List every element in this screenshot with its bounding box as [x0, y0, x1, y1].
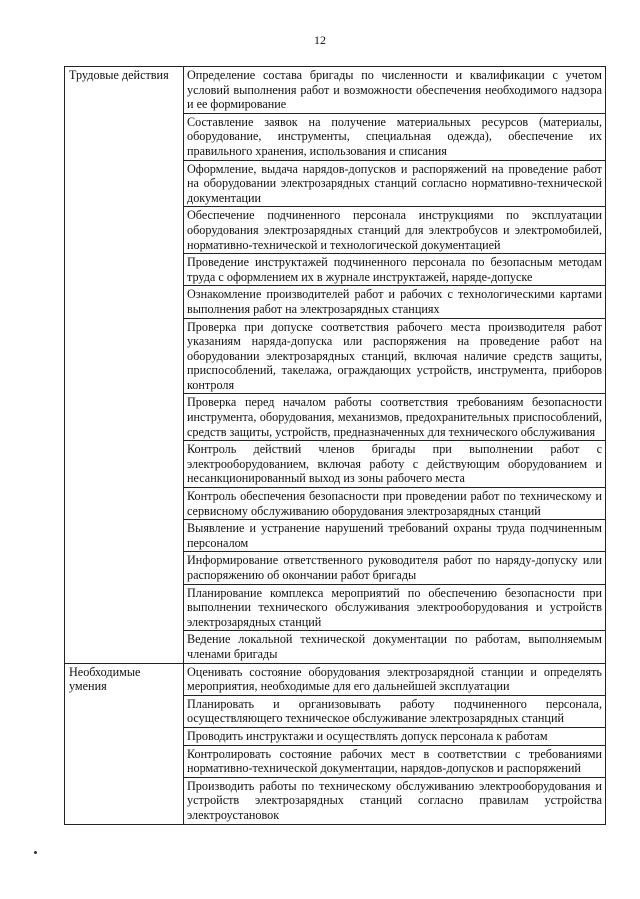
table-row	[65, 67, 606, 114]
table-cell-item: Обеспечение подчиненного персонала инструкциями по эксплуатации оборудования электрозарядных станций для электробусов и электромобилей, нормативно-технической и технологической документацией	[184, 207, 606, 254]
table-cell-item: Оценивать состояние оборудования электрозарядной станции и определять мероприятия, необходимые для его дальнейшей эксплуатации	[184, 663, 606, 695]
table-cell-item: Проверка перед началом работы соответствия требованиям безопасности инструмента, оборудования, механизмов, предохранительных приспособлений, средств защиты, устройств, предназначенных для технического обслуживания	[184, 394, 606, 441]
table-row	[65, 663, 606, 695]
table-cell-item: Планировать и организовывать работу подчиненного персонала, осуществляющего техническое обслуживание электрозарядных станций	[184, 695, 606, 727]
table-cell-item: Составление заявок на получение материальных ресурсов (материалы, оборудование, инструменты, специальная одежда), обеспечение их правильного хранения, использования и списания	[184, 113, 606, 160]
table-cell-item: Контролировать состояние рабочих мест в соответствии с требованиями нормативно-технической документации, нарядов-допусков и распоряжений	[184, 745, 606, 777]
requirements-table	[64, 66, 606, 825]
table-cell-item: Проведение инструктажей подчиненного персонала по безопасным методам труда с оформлением их в журнале инструктажей, наряде-допуске	[184, 254, 606, 286]
table-cell-item: Планирование комплекса мероприятий по обеспечению безопасности при выполнении технического обслуживания электрооборудования и устройств электрозарядных станций	[184, 584, 606, 631]
table-cell-item: Контроль обеспечения безопасности при проведении работ по техническому и сервисному обслуживанию оборудования электрозарядных станций	[184, 488, 606, 520]
page-number: 12	[314, 33, 326, 47]
scan-dot-mark	[34, 851, 37, 854]
section-label: Трудовые действия	[65, 67, 184, 664]
section-label: Необходимые умения	[65, 663, 184, 824]
table-cell-item: Ознакомление производителей работ и рабочих с технологическими картами выполнения работ на электрозарядных станциях	[184, 286, 606, 318]
table-cell-item: Контроль действий членов бригады при выполнении работ с электрооборудованием, включая работу с действующим оборудованием и несанкционированный выход из зоны рабочего места	[184, 441, 606, 488]
table-cell-item: Выявление и устранение нарушений требований охраны труда подчиненным персоналом	[184, 520, 606, 552]
table-cell-item: Информирование ответственного руководителя работ по наряду-допуску или распоряжению об окончании работ бригады	[184, 552, 606, 584]
table-cell-item: Проводить инструктажи и осуществлять допуск персонала к работам	[184, 727, 606, 745]
requirements-table-body	[65, 67, 606, 825]
table-cell-item: Проверка при допуске соответствия рабочего места производителя работ указаниям наряда-допуска или распоряжения на проведение работ на оборудовании электрозарядных станций, включая наличие средств защиты, приспособлений, такелажа, ограждающих устройств, инструмента, приборов контроля	[184, 318, 606, 394]
table-cell-item: Ведение локальной технической документации по работам, выполняемым членами бригады	[184, 631, 606, 663]
table-cell-item: Оформление, выдача нарядов-допусков и распоряжений на проведение работ на оборудовании электрозарядных станций согласно нормативно-технической документации	[184, 160, 606, 207]
table-cell-item: Производить работы по техническому обслуживанию электрооборудования и устройств электрозарядных станций согласно правилам устройства электроустановок	[184, 777, 606, 824]
table-cell-item: Определение состава бригады по численности и квалификации с учетом условий выполнения работ и возможности обеспечения необходимого надзора и ее формирование	[184, 67, 606, 114]
